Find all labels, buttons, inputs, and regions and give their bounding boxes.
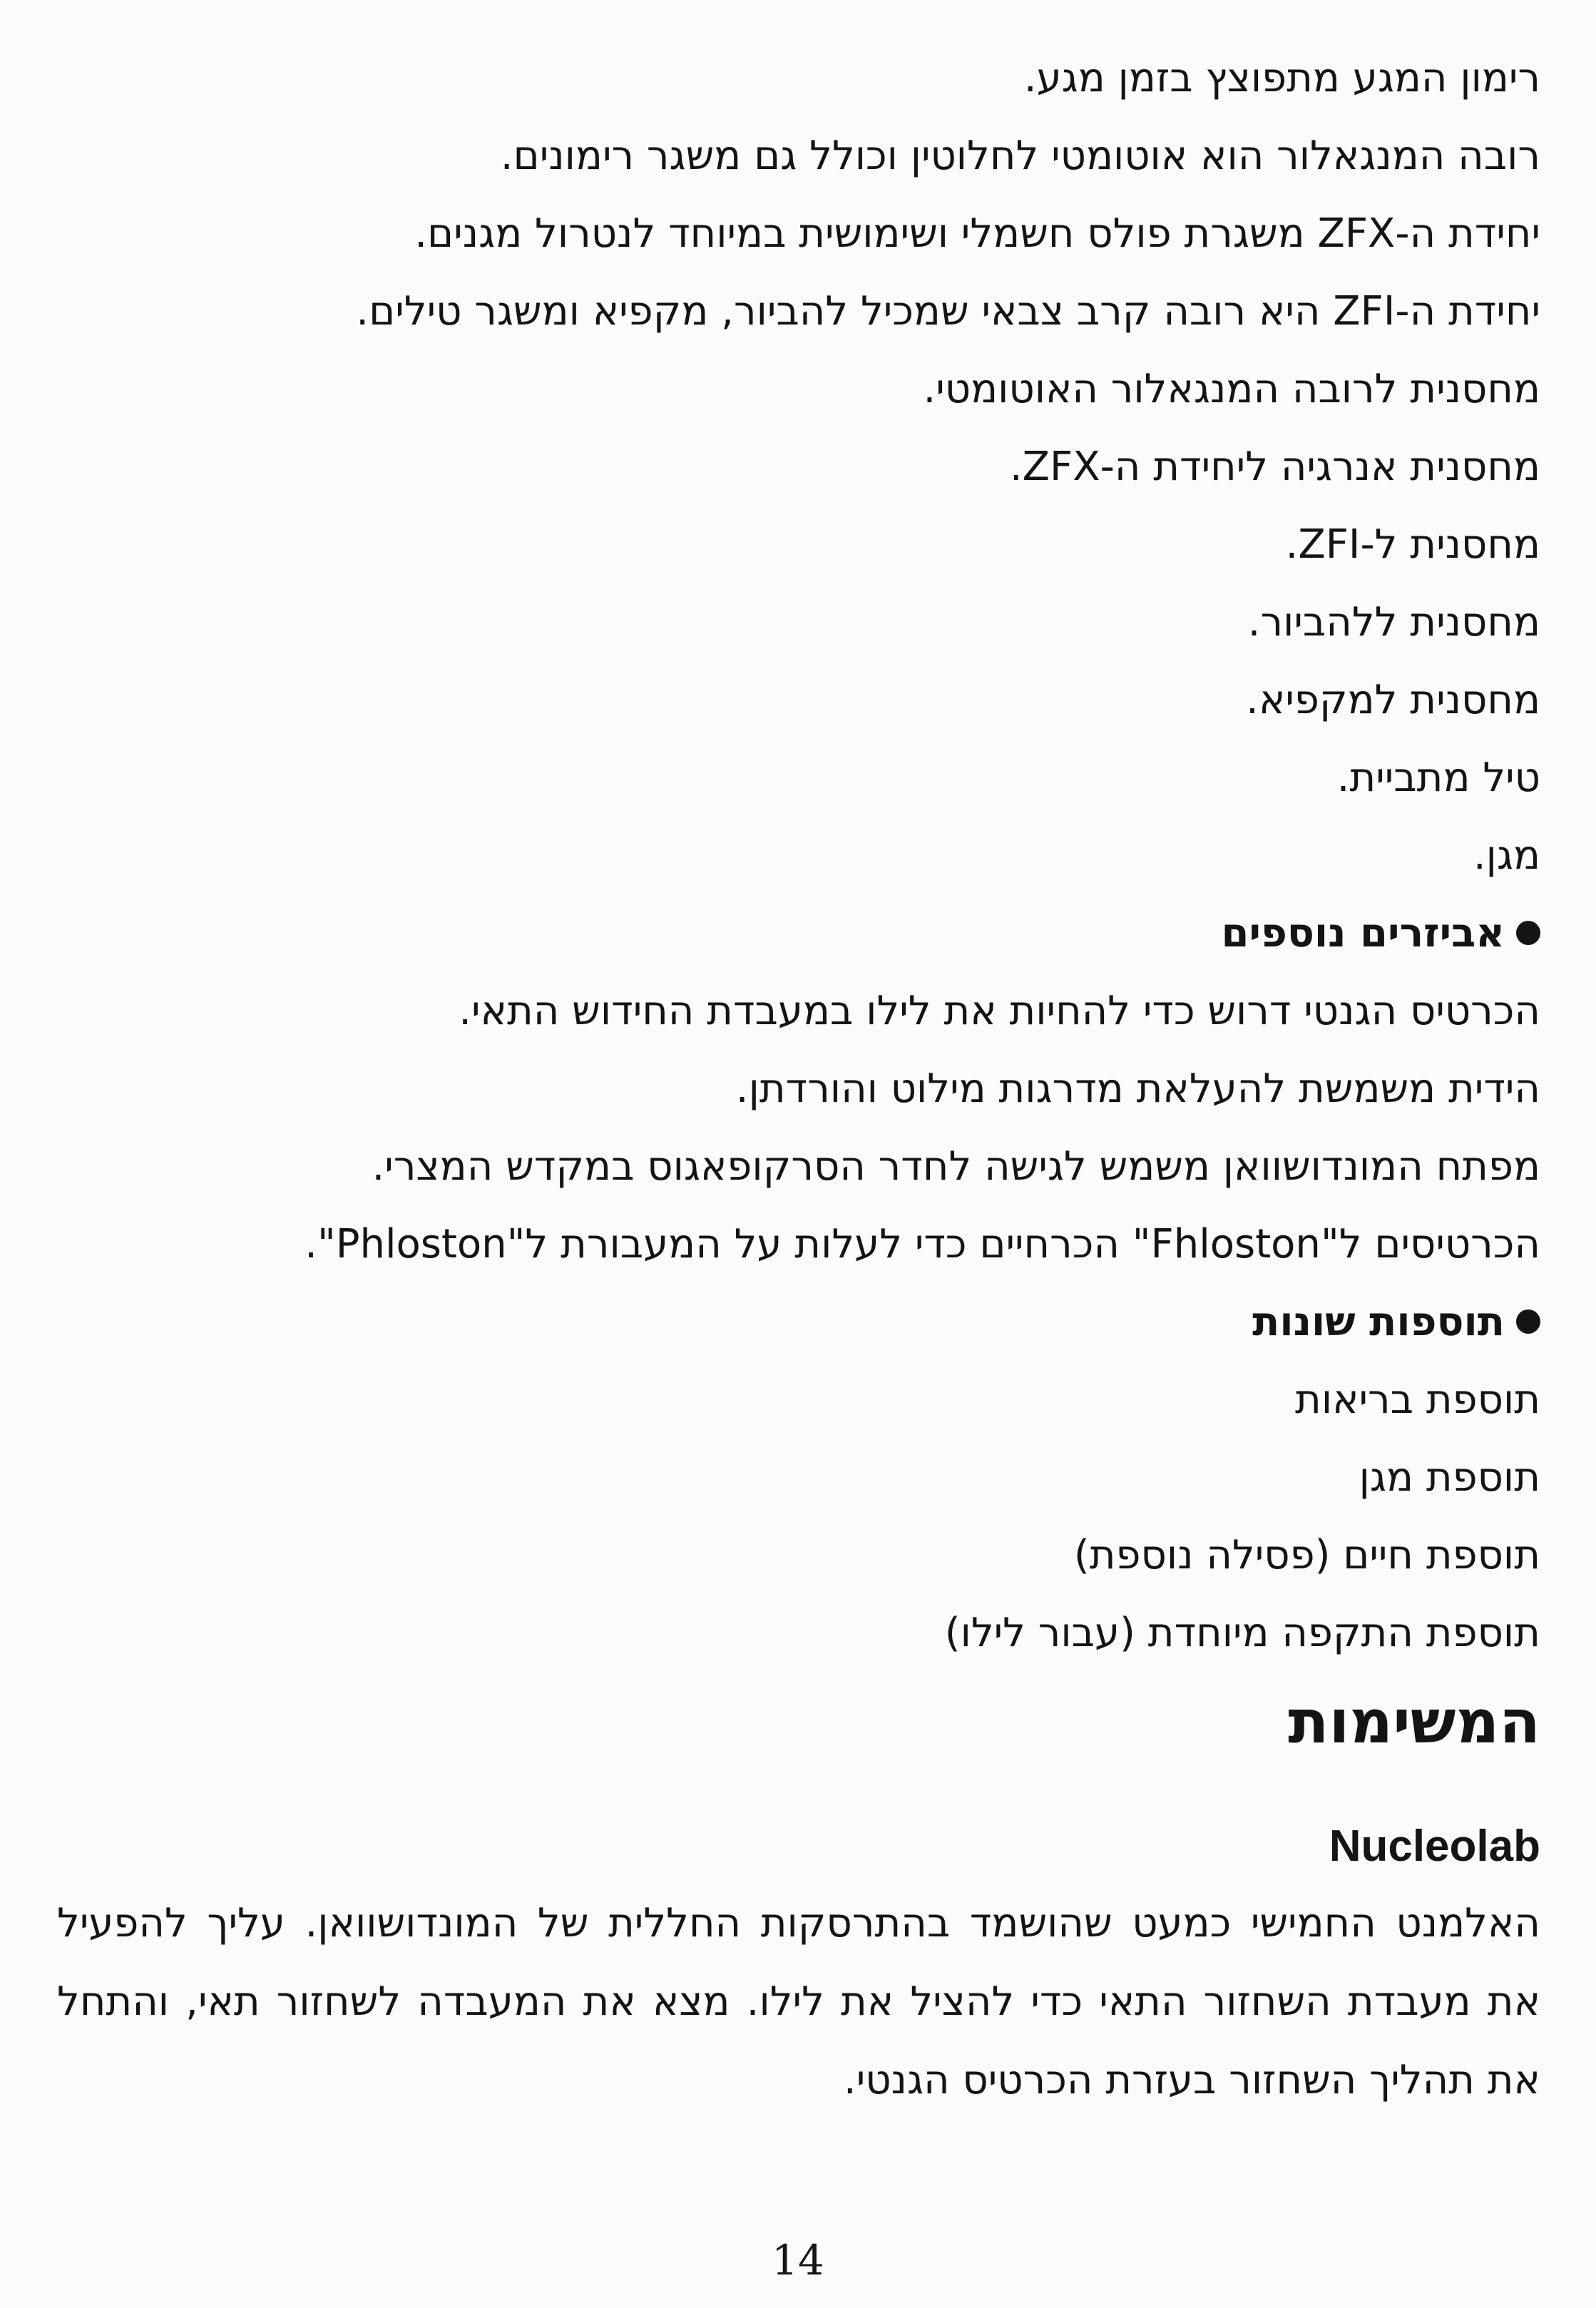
bonus-item: תוספת מגן	[1359, 1454, 1540, 1501]
bonuses-title: תוספות שונות	[1252, 1299, 1505, 1345]
bonus-item: תוספת התקפה מיוחדת (עבור לילו)	[944, 1610, 1540, 1656]
bonus-item: תוספת בריאות	[1295, 1377, 1540, 1423]
mission-paragraph: האלמנט החמישי כמעט שהושמד בהתרסקות החללית של המונדושוואן. עליך להפעיל את מעבדת השחזור התאי כדי להציל את לילו. מצא את המעבדה לשחזור תאי, והתחל את תהליך השחזור בעזרת הכרטיס הגנטי.	[57, 1900, 1540, 2103]
page-content	[57, 39, 1540, 2120]
accessories-title: אביזרים נוספים	[1221, 910, 1505, 956]
weapon-description-line: יחידת ה-ZFX משגרת פולס חשמלי ושימושית במיוחד לנטרול מגנים.	[414, 210, 1540, 257]
accessory-item: הידית משמשת להעלאת מדרגות מילוט והורדתן.	[735, 1066, 1540, 1112]
weapon-description-line: רובה המנגאלור הוא אוטומטי לחלוטין וכולל גם משגר רימונים.	[500, 133, 1540, 179]
accessory-item: הכרטיס הגנטי דרוש כדי להחיות את לילו במעבדת החידוש התאי.	[459, 988, 1540, 1034]
ammo-description-line: מחסנית ללהביור.	[1247, 599, 1540, 645]
accessory-item: מפתח המונדושוואן משמש לגישה לחדר הסרקופאגוס במקדש המצרי.	[372, 1143, 1540, 1190]
weapon-description-line: רימון המגע מתפוצץ בזמן מגע.	[1023, 55, 1540, 101]
ammo-description-line: מחסנית למקפיא.	[1246, 677, 1540, 723]
ammo-description-line: מחסנית לרובה המנגאלור האוטומטי.	[923, 366, 1540, 412]
ammo-description-line: טיל מתביית.	[1336, 755, 1540, 801]
ammo-description-line: מגן.	[1473, 832, 1540, 879]
bonus-item: תוספת חיים (פסילה נוספת)	[1073, 1532, 1540, 1578]
bullet-icon	[1516, 921, 1540, 945]
bonuses-heading	[57, 1283, 1540, 1361]
accessory-item: הכרטיסים ל"Fhloston" הכרחיים כדי לעלות על המעבורת ל"Phloston".	[305, 1221, 1540, 1267]
missions-heading: המשימות	[1288, 1687, 1540, 1757]
accessories-heading	[57, 894, 1540, 972]
bullet-icon	[1516, 1309, 1540, 1334]
page-number: 14	[772, 2236, 824, 2284]
weapon-description-line: יחידת ה-ZFI היא רובה קרב צבאי שמכיל להביור, מקפיא ומשגר טילים.	[356, 288, 1540, 335]
mission-subheading: Nucleolab	[1329, 1822, 1540, 1871]
ammo-description-line: מחסנית אנרגיה ליחידת ה-ZFX.	[1009, 444, 1540, 490]
ammo-description-line: מחסנית ל-ZFI.	[1285, 521, 1540, 568]
